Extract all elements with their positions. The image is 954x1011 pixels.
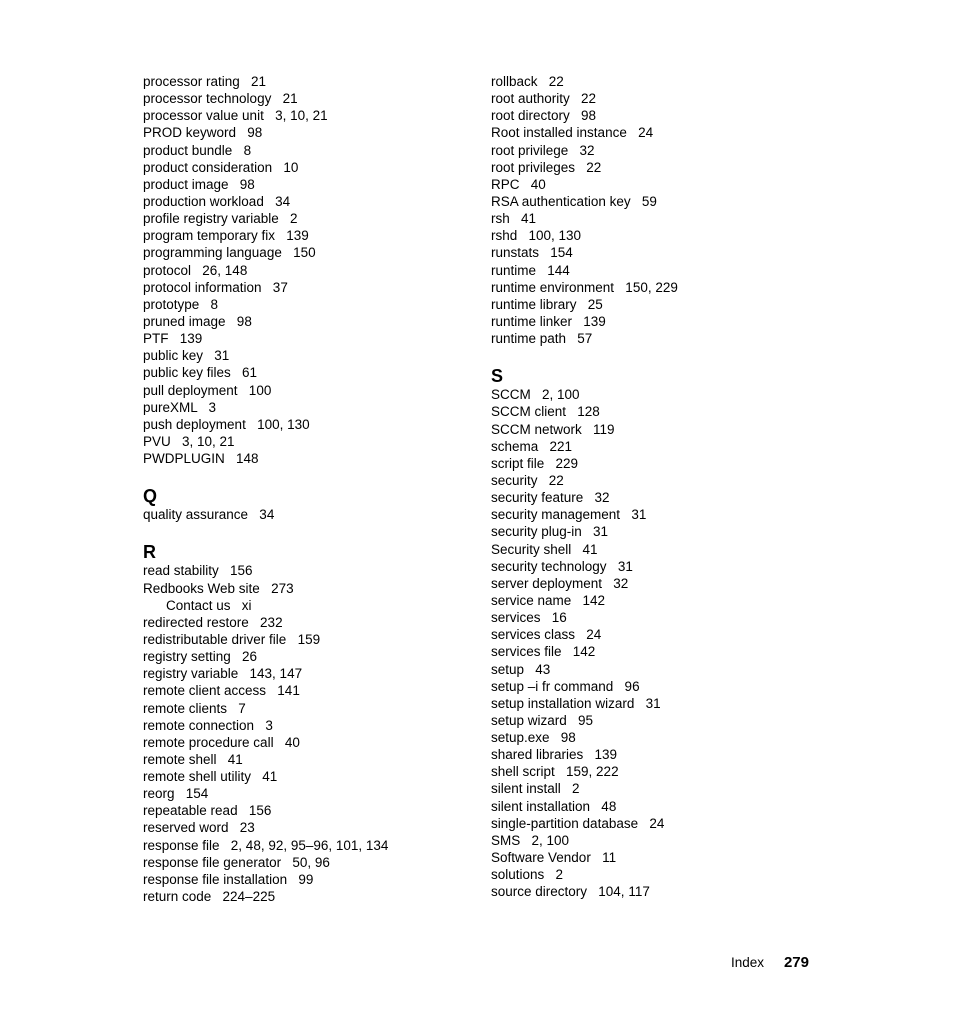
index-entry: root directory 98 — [491, 108, 597, 124]
index-entry: push deployment 100, 130 — [143, 416, 310, 432]
index-entry: service name 142 — [491, 592, 606, 608]
index-section-letter: Q — [143, 486, 158, 507]
index-entry: pruned image 98 — [143, 313, 252, 329]
index-entry: remote connection 3 — [143, 717, 273, 733]
index-entry: root authority 22 — [491, 91, 597, 107]
index-entry: script file 229 — [491, 455, 579, 471]
index-entry: pureXML 3 — [143, 399, 217, 415]
index-entry: security technology 31 — [491, 558, 633, 574]
index-entry: setup.exe 98 — [491, 730, 576, 746]
index-entry: redirected restore 232 — [143, 614, 283, 630]
index-entry: PWDPLUGIN 148 — [143, 451, 259, 467]
index-entry: rsh 41 — [491, 211, 537, 227]
index-entry: setup 43 — [491, 661, 551, 677]
index-entry: silent install 2 — [491, 781, 580, 797]
index-entry: Redbooks Web site 273 — [143, 580, 294, 596]
index-entry: RSA authentication key 59 — [491, 193, 657, 209]
index-column-left — [143, 73, 473, 905]
index-entry: read stability 156 — [143, 563, 253, 579]
index-entry: PTF 139 — [143, 331, 203, 347]
index-entry: remote clients 7 — [143, 700, 246, 716]
page-number: 279 — [783, 954, 809, 971]
index-entry: remote client access 141 — [143, 683, 300, 699]
index-entry: reserved word 23 — [143, 820, 255, 836]
index-entry: remote shell utility 41 — [143, 769, 278, 785]
index-entry: root privilege 32 — [491, 142, 595, 158]
index-entry: Root installed instance 24 — [491, 125, 654, 141]
index-entry: silent installation 48 — [491, 798, 617, 814]
index-entry: profile registry variable 2 — [143, 211, 298, 227]
index-subentry: Contact us xi — [166, 597, 252, 613]
index-entry: response file generator 50, 96 — [143, 854, 330, 870]
index-entry: repeatable read 156 — [143, 803, 272, 819]
index-entry: production workload 34 — [143, 193, 291, 209]
index-entry: PVU 3, 10, 21 — [143, 433, 235, 449]
index-entry: response file installation 99 — [143, 871, 314, 887]
index-section-letter: S — [491, 366, 504, 387]
index-entry: PROD keyword 98 — [143, 125, 263, 141]
index-entry: registry setting 26 — [143, 649, 258, 665]
index-entry: services file 142 — [491, 644, 596, 660]
index-entry: services class 24 — [491, 627, 602, 643]
index-entry: shell script 159, 222 — [491, 764, 619, 780]
index-entry: SCCM client 128 — [491, 404, 600, 420]
index-entry: protocol information 37 — [143, 279, 288, 295]
index-entry: schema 221 — [491, 438, 573, 454]
index-entry: prototype 8 — [143, 296, 219, 312]
index-entry: programming language 150 — [143, 245, 316, 261]
index-entry: runtime environment 150, 229 — [491, 279, 678, 295]
index-entry: product image 98 — [143, 176, 255, 192]
index-entry: rshd 100, 130 — [491, 228, 582, 244]
index-entry: redistributable driver file 159 — [143, 631, 321, 647]
index-entry: quality assurance 34 — [143, 507, 275, 523]
index-entry: runtime path 57 — [491, 331, 593, 347]
index-entry: product bundle 8 — [143, 142, 252, 158]
index-section-letter: R — [143, 542, 156, 563]
index-entry: processor technology 21 — [143, 91, 298, 107]
index-entry: security plug-in 31 — [491, 524, 609, 540]
index-entry: server deployment 32 — [491, 575, 629, 591]
index-entry: setup installation wizard 31 — [491, 695, 661, 711]
index-entry: product consideration 10 — [143, 159, 299, 175]
index-entry: solutions 2 — [491, 867, 564, 883]
index-entry: root privileges 22 — [491, 159, 602, 175]
index-entry: setup wizard 95 — [491, 712, 594, 728]
index-entry: registry variable 143, 147 — [143, 666, 303, 682]
index-entry: security 22 — [491, 472, 564, 488]
index-entry: reorg 154 — [143, 786, 209, 802]
index-entry: runstats 154 — [491, 245, 573, 261]
index-entry: processor value unit 3, 10, 21 — [143, 108, 328, 124]
index-entry: security management 31 — [491, 507, 647, 523]
index-entry: response file 2, 48, 92, 95–96, 101, 134 — [143, 837, 389, 853]
index-entry: single-partition database 24 — [491, 815, 665, 831]
index-entry: runtime linker 139 — [491, 313, 606, 329]
index-entry: rollback 22 — [491, 74, 564, 89]
index-entry: public key files 61 — [143, 365, 258, 381]
index-entry: source directory 104, 117 — [491, 884, 650, 900]
index-entry: SCCM network 119 — [491, 421, 615, 437]
index-entry: return code 224–225 — [143, 889, 276, 905]
index-entry: RPC 40 — [491, 176, 546, 192]
page-footer — [731, 953, 809, 973]
index-entry: runtime library 25 — [491, 296, 603, 312]
index-column-right — [491, 73, 821, 900]
index-entry: program temporary fix 139 — [143, 228, 309, 244]
index-entry: pull deployment 100 — [143, 382, 272, 398]
index-entry: services 16 — [491, 610, 567, 626]
index-entry: processor rating 21 — [143, 74, 267, 89]
index-entry: remote procedure call 40 — [143, 734, 300, 750]
index-entry: SMS 2, 100 — [491, 832, 570, 848]
index-entry: Software Vendor 11 — [491, 850, 617, 866]
footer-label: Index — [730, 955, 764, 970]
index-entry: public key 31 — [143, 348, 230, 364]
index-entry: runtime 144 — [491, 262, 570, 278]
index-entry: security feature 32 — [491, 490, 610, 506]
index-entry: setup –i fr command 96 — [491, 678, 640, 694]
index-entry: protocol 26, 148 — [143, 262, 248, 278]
index-entry: Security shell 41 — [491, 541, 598, 557]
index-entry: shared libraries 139 — [491, 747, 618, 763]
index-entry: remote shell 41 — [143, 751, 243, 767]
index-entry: SCCM 2, 100 — [491, 387, 580, 403]
